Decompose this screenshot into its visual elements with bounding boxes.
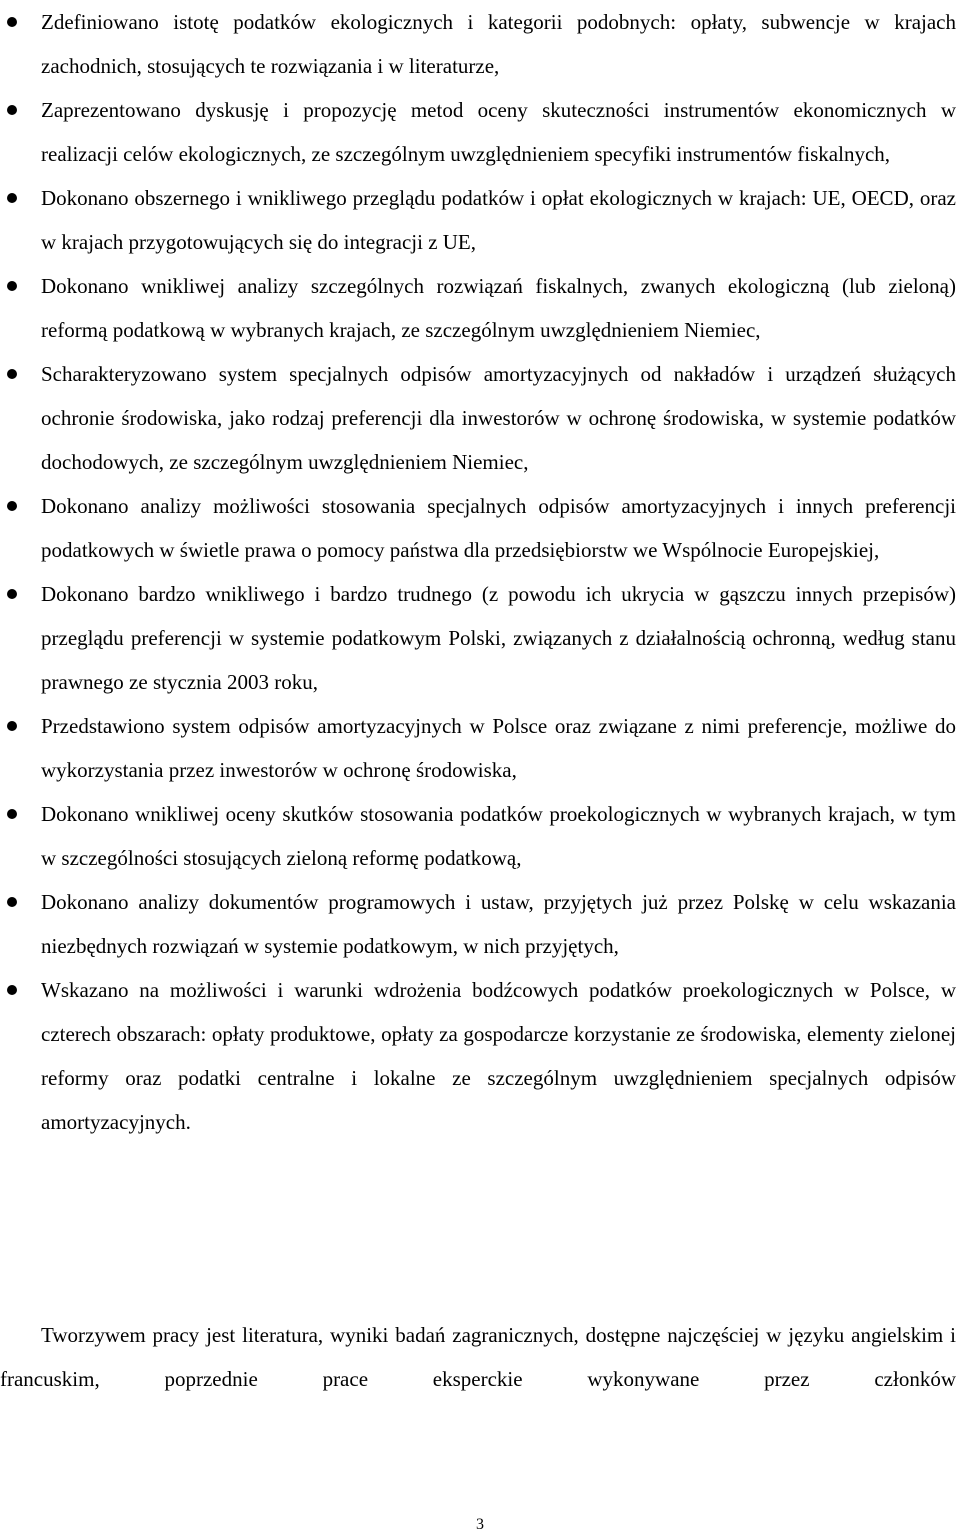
list-item: [0, 704, 960, 792]
bullet-icon: [7, 501, 17, 511]
list-item-text: Dokonano bardzo wnikliwego i bardzo trudnego (z powodu ich ukrycia w gąszczu innych przepisów) przeglądu preferencji w systemie podatkowym Polski, związanych z działalnością ochronną, według stanu prawnego ze stycznia 2003 roku,: [41, 582, 956, 694]
list-item: [0, 880, 960, 968]
bullet-icon: [7, 897, 17, 907]
list-item-text: Dokonano obszernego i wnikliwego przeglądu podatków i opłat ekologicznych w krajach: UE, OECD, oraz w krajach przygotowujących się do integracji z UE,: [41, 186, 956, 254]
bullet-icon: [7, 369, 17, 379]
bullet-icon: [7, 193, 17, 203]
list-item: [0, 352, 960, 484]
list-item: [0, 88, 960, 176]
page-number: 3: [476, 1516, 484, 1533]
list-item-text: Scharakteryzowano system specjalnych odpisów amortyzacyjnych od nakładów i urządzeń służących ochronie środowiska, jako rodzaj preferencji dla inwestorów w ochronę środowiska, w systemie podatków dochodowych, ze szczególnym uwzględnieniem Niemiec,: [41, 362, 956, 474]
list-item: [0, 572, 960, 704]
list-item-text: Przedstawiono system odpisów amortyzacyjnych w Polsce oraz związane z nimi preferencje, możliwe do wykorzystania przez inwestorów w ochronę środowiska,: [41, 714, 956, 782]
list-item-text: Dokonano wnikliwej analizy szczególnych rozwiązań fiskalnych, zwanych ekologiczną (lub zieloną) reformą podatkową w wybranych krajach, ze szczególnym uwzględnieniem Niemiec,: [41, 274, 956, 342]
bullet-icon: [7, 17, 17, 27]
list-item-text: Dokonano analizy dokumentów programowych i ustaw, przyjętych już przez Polskę w celu wskazania niezbędnych rozwiązań w systemie podatkowym, w nich przyjętych,: [41, 890, 956, 958]
bullet-icon: [7, 985, 17, 995]
list-item-text: Dokonano wnikliwej oceny skutków stosowania podatków proekologicznych w wybranych krajach, w tym w szczególności stosujących zieloną reformę podatkową,: [41, 802, 956, 870]
list-item-text: Zdefiniowano istotę podatków ekologicznych i kategorii podobnych: opłaty, subwencje w krajach zachodnich, stosujących te rozwiązania i w literaturze,: [41, 10, 956, 78]
list-item: [0, 176, 960, 264]
list-item: [0, 792, 960, 880]
list-item: [0, 968, 960, 1144]
bullet-icon: [7, 281, 17, 291]
body-paragraph: Tworzywem pracy jest literatura, wyniki badań zagranicznych, dostępne najczęściej w języku angielskim i francuskim, poprzednie prace eksperckie wykonywane przez członków: [0, 1323, 956, 1391]
list-item-text: Zaprezentowano dyskusję i propozycję metod oceny skuteczności instrumentów ekonomicznych w realizacji celów ekologicznych, ze szczególnym uwzględnieniem specyfiki instrumentów fiskalnych,: [41, 98, 956, 166]
list-item: [0, 484, 960, 572]
list-item-text: Dokonano analizy możliwości stosowania specjalnych odpisów amortyzacyjnych i innych preferencji podatkowych w świetle prawa o pomocy państwa dla przedsiębiorstw we Wspólnocie Europejskiej,: [41, 494, 956, 562]
bullet-icon: [7, 589, 17, 599]
list-item-text: Wskazano na możliwości i warunki wdrożenia bodźcowych podatków proekologicznych w Polsce, w czterech obszarach: opłaty produktowe, opłaty za gospodarcze korzystanie ze środowiska, elementy zielonej reformy oraz podatki centralne i lokalne ze szczególnym uwzględnieniem specjalnych odpisów amortyzacyjnych.: [41, 978, 956, 1134]
bullet-icon: [7, 105, 17, 115]
list-item: [0, 0, 960, 88]
bullet-icon: [7, 721, 17, 731]
bullet-icon: [7, 809, 17, 819]
list-item: [0, 264, 960, 352]
